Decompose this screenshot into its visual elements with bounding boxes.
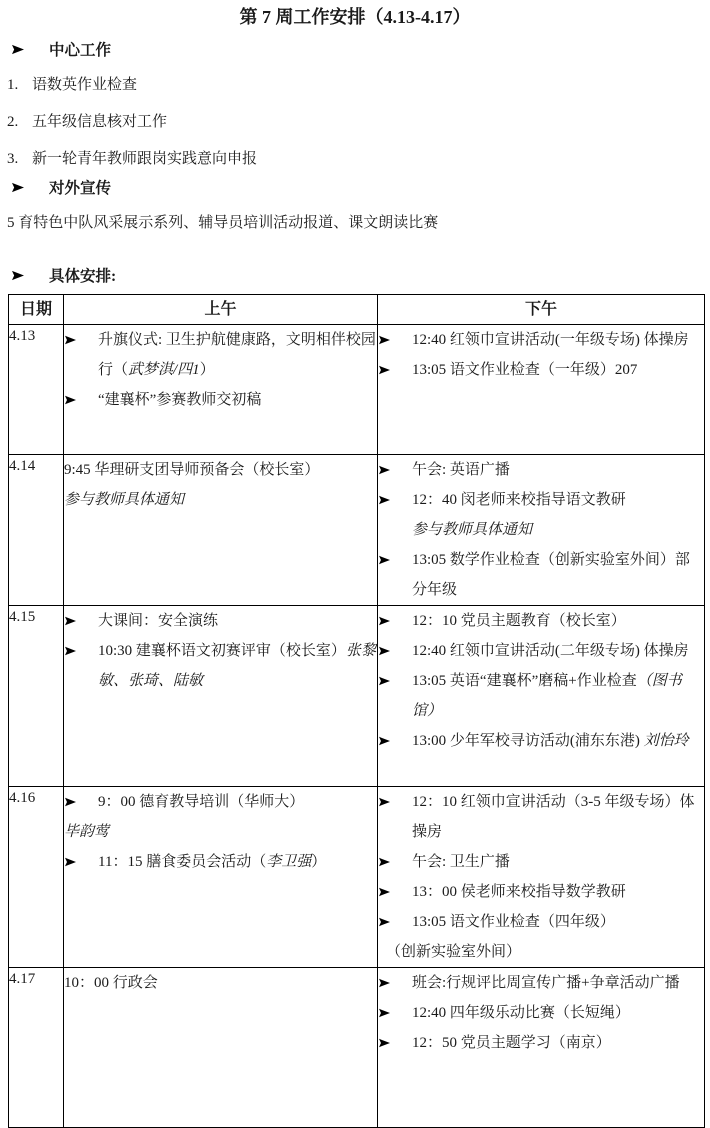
schedule-entry — [64, 385, 377, 415]
item-text: 五年级信息核对工作 — [32, 114, 168, 130]
entry-text: 13:00 少年军校寻访活动(浦东东港) — [412, 733, 644, 749]
arrow-bullet-icon — [379, 495, 390, 505]
entry-text: 12:40 红领巾宣讲活动(一年级专场) 体操房 — [412, 332, 689, 348]
entry-text: 13:05 语文作业检查（四年级） — [412, 914, 615, 930]
entry-text: （创新实验室外间） — [386, 944, 522, 960]
schedule-entry — [378, 998, 704, 1028]
arrow-bullet-icon — [379, 797, 390, 807]
arrow-bullet-icon — [379, 978, 390, 988]
entry-text: ） — [199, 362, 215, 378]
entry-text-name: 李卫强 — [266, 854, 312, 870]
entry-text: 班会:行规评比周宣传广播+争章活动广播 — [412, 975, 680, 991]
arrow-bullet-icon — [379, 365, 390, 375]
entry-text: 升旗仪式: 卫生护航健康路，文明相伴校园行（ — [98, 332, 376, 378]
table-row — [9, 787, 705, 968]
entry-text: ） — [311, 854, 327, 870]
publicity-text: 5 育特色中队风采展示系列、辅导员培训活动报道、课文朗读比赛 — [7, 215, 439, 231]
date-cell: 4.16 — [9, 787, 64, 968]
schedule-entry — [378, 968, 704, 998]
entry-text-name: 张黎敏、张琦、陆敏 — [98, 643, 376, 689]
schedule-entry — [378, 636, 704, 666]
schedule-entry — [64, 847, 377, 877]
table-row — [9, 606, 705, 787]
arrow-bullet-icon — [65, 395, 76, 405]
item-text: 新一轮青年教师跟岗实践意向申报 — [32, 151, 258, 167]
schedule-entry — [378, 877, 704, 907]
afternoon-cell — [378, 325, 705, 455]
arrow-bullet-icon — [65, 335, 76, 345]
table-row — [9, 455, 705, 606]
date-cell: 4.14 — [9, 455, 64, 606]
date-cell: 4.17 — [9, 968, 64, 1128]
item-number: 1. — [7, 77, 19, 93]
arrow-bullet-icon — [379, 887, 390, 897]
schedule-entry — [378, 666, 704, 726]
schedule-entry — [378, 455, 704, 485]
arrow-bullet-icon — [65, 797, 76, 807]
schedule-entry — [64, 968, 377, 998]
entry-text: 12：10 红领巾宣讲活动（3-5 年级专场）体操房 — [412, 794, 695, 840]
arrow-bullet-icon — [12, 44, 24, 55]
entry-text-name: （图书馆） — [412, 673, 682, 719]
schedule-entry — [378, 325, 704, 355]
afternoon-cell — [378, 455, 705, 606]
section-heading-publicity — [12, 178, 703, 200]
entry-text: 13:05 英语“建襄杯”磨稿+作业检查 — [412, 673, 637, 689]
morning-cell — [64, 968, 378, 1128]
date-cell: 4.13 — [9, 325, 64, 455]
item-number: 3. — [7, 151, 19, 167]
item-text: 语数英作业检查 — [32, 77, 138, 93]
entry-text-name: 毕韵莺 — [64, 824, 110, 840]
arrow-bullet-icon — [379, 857, 390, 867]
arrow-bullet-icon — [379, 1038, 390, 1048]
section-heading-label: 中心工作 — [49, 42, 112, 59]
schedule-entry — [378, 515, 704, 545]
schedule-entry — [378, 355, 704, 385]
entry-text: 13:05 数学作业检查（创新实验室外间）部分年级 — [412, 552, 690, 598]
arrow-bullet-icon — [12, 182, 24, 193]
arrow-bullet-icon — [65, 857, 76, 867]
section-heading-label: 具体安排: — [49, 268, 117, 285]
table-row — [9, 325, 705, 455]
entry-text: 12：10 党员主题教育（校长室） — [412, 613, 626, 629]
arrow-bullet-icon — [65, 616, 76, 626]
entry-text: 9:45 华理研支团导师预备会（校长室） — [64, 462, 320, 478]
schedule-entry — [378, 545, 704, 605]
arrow-bullet-icon — [379, 1008, 390, 1018]
schedule-entry — [64, 817, 377, 847]
schedule-entry — [378, 606, 704, 636]
afternoon-cell — [378, 787, 705, 968]
date-cell: 4.15 — [9, 606, 64, 787]
arrow-bullet-icon — [65, 646, 76, 656]
header-date: 日期 — [9, 295, 64, 325]
section-heading-schedule — [12, 266, 703, 288]
arrow-bullet-icon — [12, 270, 24, 281]
entry-text-name: 参与教师具体通知 — [64, 492, 185, 508]
entry-text: 12:40 红领巾宣讲活动(二年级专场) 体操房 — [412, 643, 689, 659]
arrow-bullet-icon — [379, 465, 390, 475]
header-afternoon: 下午 — [378, 295, 705, 325]
entry-text: 12：40 闵老师来校指导语文教研 — [412, 492, 626, 508]
schedule-entry — [64, 485, 377, 515]
schedule-header-row — [9, 295, 705, 325]
entry-text-name: 武梦淇/四1 — [128, 362, 200, 378]
section-heading-label: 对外宣传 — [49, 180, 112, 197]
schedule-entry — [378, 787, 704, 847]
entry-text-name: 参与教师具体通知 — [412, 522, 533, 538]
schedule-entry — [378, 485, 704, 515]
section-heading-center-work — [12, 40, 703, 62]
schedule-entry — [64, 325, 377, 385]
schedule-table — [8, 294, 705, 1128]
entry-text: “建襄杯”参赛教师交初稿 — [98, 392, 262, 408]
entry-text: 午会: 卫生广播 — [412, 854, 510, 870]
arrow-bullet-icon — [379, 335, 390, 345]
schedule-entry — [64, 636, 377, 696]
morning-cell — [64, 606, 378, 787]
schedule-entry — [378, 726, 704, 756]
morning-cell — [64, 325, 378, 455]
entry-text: 13:05 语文作业检查（一年级）207 — [412, 362, 638, 378]
arrow-bullet-icon — [379, 646, 390, 656]
arrow-bullet-icon — [379, 555, 390, 565]
schedule-entry — [64, 606, 377, 636]
schedule-entry — [378, 847, 704, 877]
entry-text: 11：15 膳食委员会活动（ — [98, 854, 267, 870]
entry-text: 午会: 英语广播 — [412, 462, 510, 478]
center-work-item-2 — [7, 112, 703, 132]
afternoon-cell — [378, 606, 705, 787]
schedule-entry — [378, 1028, 704, 1058]
header-morning: 上午 — [64, 295, 378, 325]
morning-cell — [64, 787, 378, 968]
arrow-bullet-icon — [379, 917, 390, 927]
item-number: 2. — [7, 114, 19, 130]
schedule-table-body — [9, 325, 705, 1128]
entry-text: 12：50 党员主题学习（南京） — [412, 1035, 611, 1051]
center-work-item-3 — [7, 149, 703, 169]
arrow-bullet-icon — [379, 736, 390, 746]
schedule-entry — [64, 455, 377, 485]
entry-text: 10:30 建襄杯语文初赛评审（校长室） — [98, 643, 346, 659]
afternoon-cell — [378, 968, 705, 1128]
entry-text-name: 刘怡玲 — [643, 733, 689, 749]
morning-cell — [64, 455, 378, 606]
document-title: 第 7 周工作安排（4.13-4.17） — [239, 7, 471, 27]
entry-text: 12:40 四年级乐动比赛（长短绳） — [412, 1005, 630, 1021]
entry-text: 9：00 德育教导培训（华师大） — [98, 794, 305, 810]
schedule-entry — [378, 937, 704, 967]
schedule-entry — [64, 787, 377, 817]
schedule-entry — [378, 907, 704, 937]
entry-text: 大课间：安全演练 — [98, 613, 219, 629]
arrow-bullet-icon — [379, 676, 390, 686]
entry-text: 13：00 侯老师来校指导数学教研 — [412, 884, 626, 900]
center-work-item-1 — [7, 75, 703, 95]
entry-text: 10：00 行政会 — [64, 975, 158, 991]
table-row — [9, 968, 705, 1128]
arrow-bullet-icon — [379, 616, 390, 626]
